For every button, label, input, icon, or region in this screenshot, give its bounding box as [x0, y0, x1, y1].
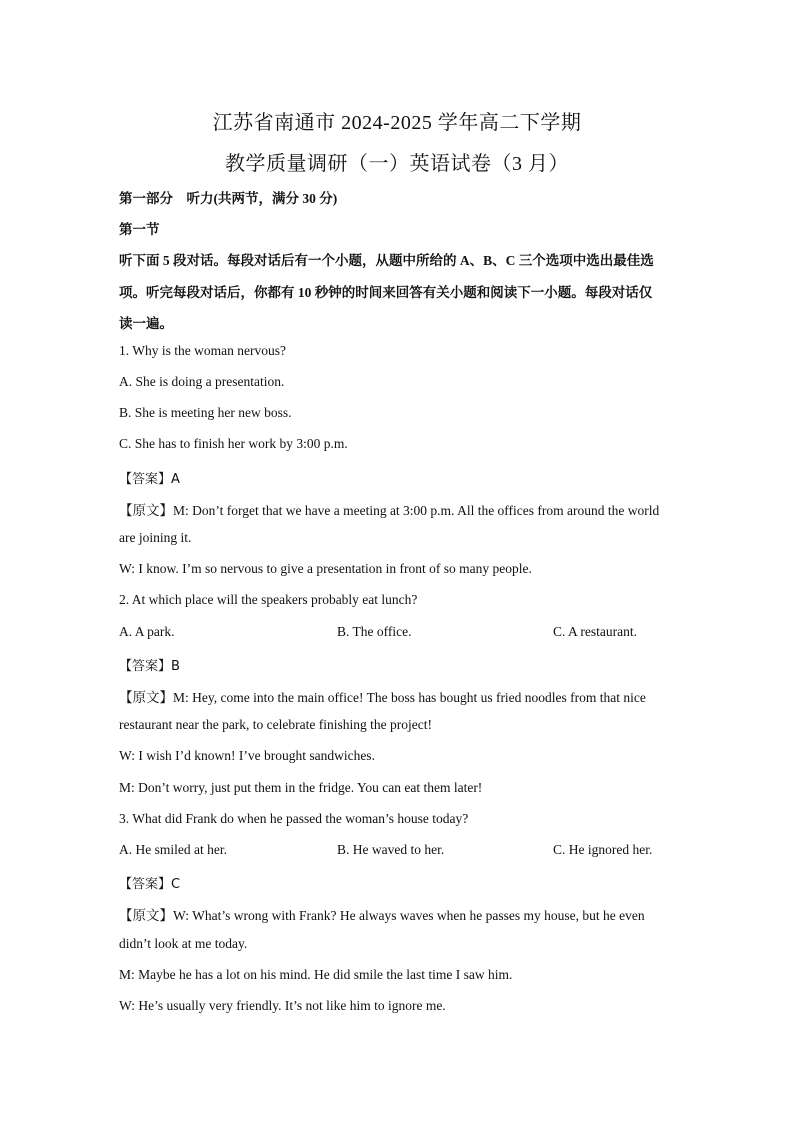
question-1-option-b: B. She is meeting her new boss. — [119, 405, 292, 420]
question-2-text: 2. At which place will the speakers probably eat lunch? — [119, 592, 418, 607]
question-1-transcript-line: are joining it. — [119, 530, 192, 545]
question-2-transcript-line: restaurant near the park, to celebrate finishing the project! — [119, 717, 432, 732]
question-1-option-a: A. She is doing a presentation. — [119, 374, 285, 389]
question-3-text: 3. What did Frank do when he passed the woman’s house today? — [119, 811, 469, 826]
question-2-transcript-line: M: Don’t worry, just put them in the fridge. You can eat them later! — [119, 780, 483, 795]
question-3-transcript-line: W: He’s usually very friendly. It’s not like him to ignore me. — [119, 998, 446, 1013]
question-2-option-c: C. A restaurant. — [553, 624, 637, 639]
question-3-answer: 【答案】C — [119, 877, 181, 892]
question-3-transcript-line: didn’t look at me today. — [119, 936, 248, 951]
question-2-option-a: A. A park. — [119, 624, 175, 639]
instruction-line: 读一遍。 — [119, 316, 173, 331]
subsection-heading: 第一节 — [119, 222, 160, 237]
document-title-line1: 江苏省南通市 2024-2025 学年高二下学期 — [212, 112, 582, 134]
question-3-option-c: C. He ignored her. — [553, 842, 653, 857]
question-3-option-b: B. He waved to her. — [337, 842, 445, 857]
question-1-text: 1. Why is the woman nervous? — [119, 343, 286, 358]
instruction-line: 听下面 5 段对话。每段对话后有一个小题，从题中所给的 A、B、C 三个选项中选出最佳选 — [119, 253, 654, 268]
question-3-option-a: A. He smiled at her. — [119, 842, 227, 857]
section-heading: 第一部分 听力(共两节，满分 30 分) — [119, 191, 338, 206]
question-1-answer: 【答案】A — [119, 472, 180, 487]
question-2-option-b: B. The office. — [337, 624, 412, 639]
question-2-transcript-line: W: I wish I’d known! I’ve brought sandwiches. — [119, 748, 375, 763]
question-1-option-c: C. She has to finish her work by 3:00 p.m. — [119, 436, 348, 451]
question-3-transcript-line: 【原文】W: What’s wrong with Frank? He always waves when he passes my house, but he even — [119, 908, 645, 923]
question-1-transcript-line: 【原文】M: Don’t forget that we have a meeting at 3:00 p.m. All the offices from around the world — [119, 503, 660, 518]
instruction-line: 项。听完每段对话后，你都有 10 秒钟的时间来回答有关小题和阅读下一小题。每段对话仅 — [119, 285, 653, 300]
question-2-answer: 【答案】B — [119, 659, 180, 674]
document-title-line2: 教学质量调研（一）英语试卷（3 月） — [225, 153, 569, 175]
question-1-transcript-line: W: I know. I’m so nervous to give a presentation in front of so many people. — [119, 561, 532, 576]
question-2-transcript-line: 【原文】M: Hey, come into the main office! The boss has bought us fried noodles from that nice — [119, 690, 646, 705]
question-3-transcript-line: M: Maybe he has a lot on his mind. He did smile the last time I saw him. — [119, 967, 513, 982]
